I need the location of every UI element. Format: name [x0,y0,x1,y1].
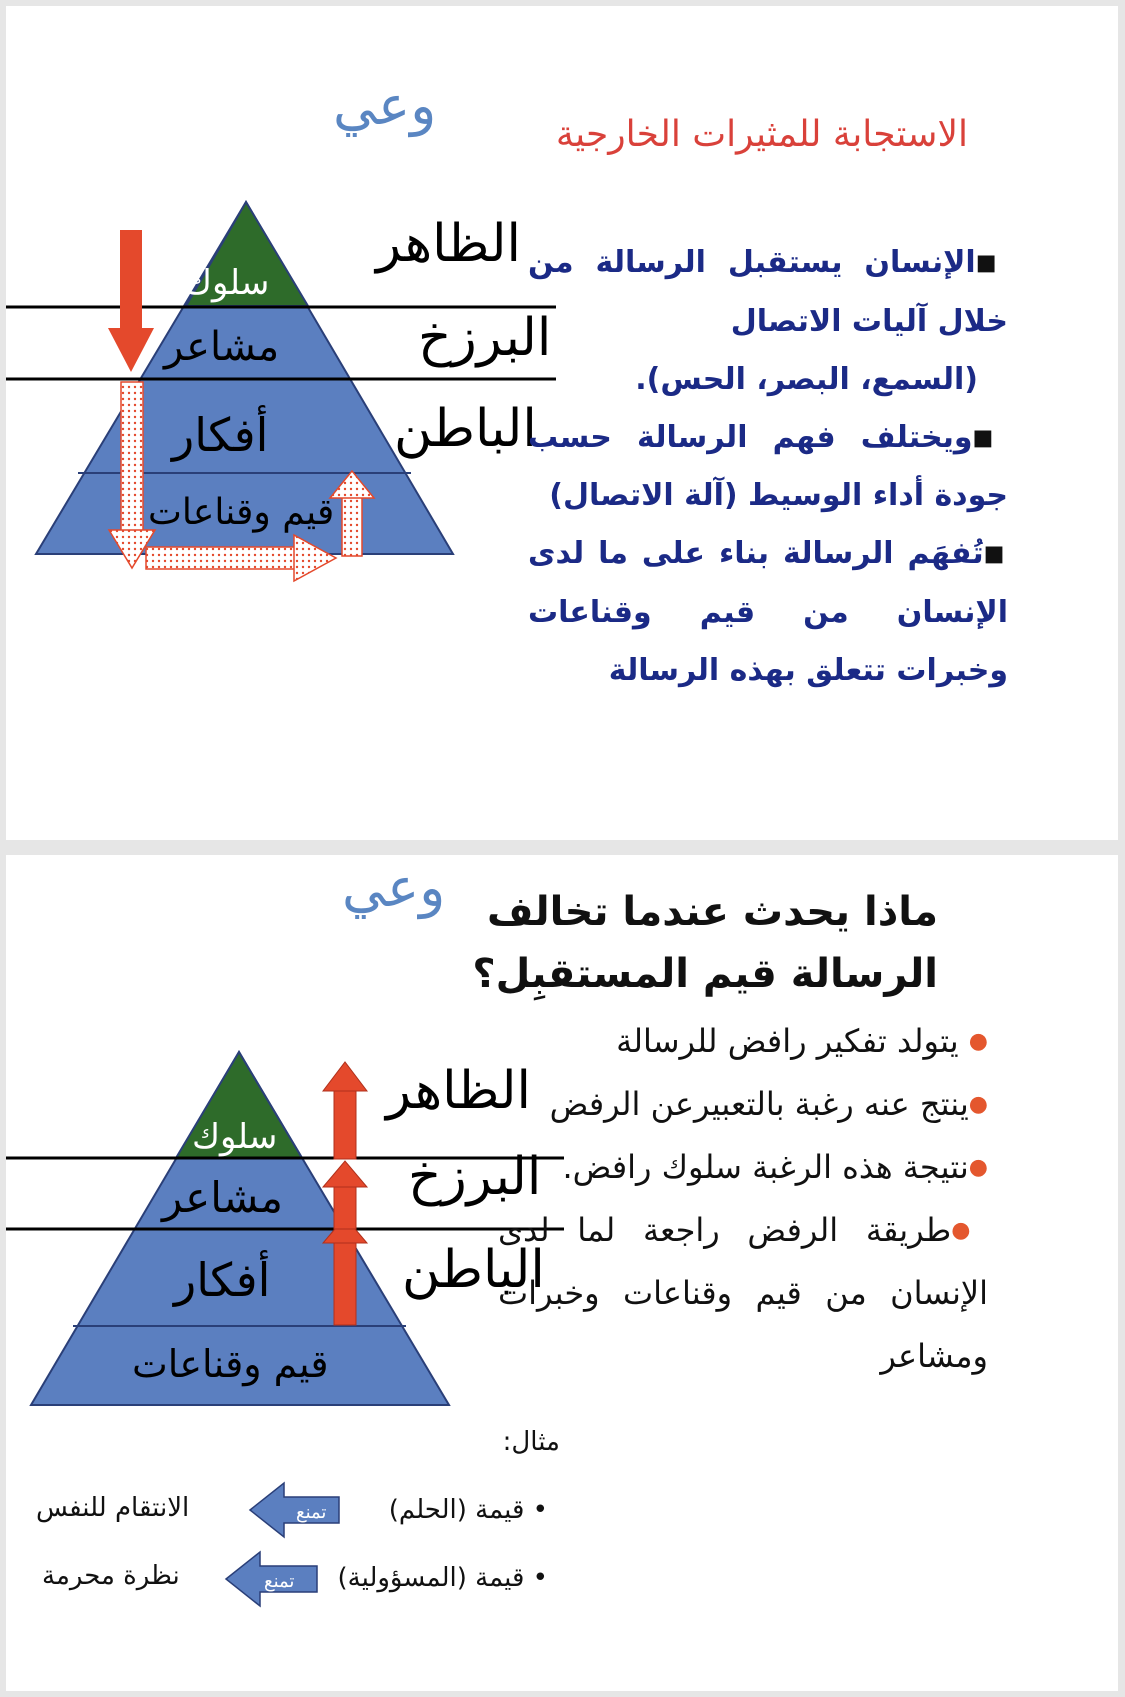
example-arrow-label-2: تمنع [264,1571,295,1592]
example-result-1: الانتقام للنفس [36,1493,190,1523]
level-isthmus-label: البرزخ [408,1147,542,1207]
pyramid-behavior-label: سلوك [192,1117,278,1157]
level-hidden-label: الباطن [402,1240,545,1300]
square-bullet-icon: ■ [972,425,1008,450]
list-item: ■الإنسان يستقبل الرسالة من خلال آليات الاتصال [528,245,1008,339]
wai-label: وعي [333,74,437,137]
list-item: ■تُفهَم الرسالة بناء على ما لدى الإنسان من قيم وقناعات وخبرات تتعلق بهذه الرسالة [528,536,1008,688]
pyramid-thoughts-label: أفكار [174,1253,271,1307]
slide-2 [6,855,1118,1691]
red-down-arrow [108,230,154,372]
slide-title: الاستجابة للمثيرات الخارجية [555,114,968,155]
pyramid-behavior-label: سلوك [184,263,270,303]
slide-1 [6,6,1118,840]
dot-bullet-icon: ● [968,1092,988,1117]
example-value-1: • قيمة (الحلم) [388,1495,548,1525]
list-item: ● يتولد تفكير رافض للرسالة [616,1022,988,1060]
list-item: ■ويختلف فهم الرسالة حسب جودة أداء الوسيط (آلة الاتصال) [528,419,1008,513]
list-item: ●طريقة الرفض راجعة لما لدى الإنسان من قيم وقناعات وخبرات ومشاعر [498,1211,989,1375]
bullet-list [498,1010,988,1388]
level-isthmus-label: البرزخ [418,308,552,368]
dot-bullet-icon: ● [968,1155,988,1180]
square-bullet-icon: ■ [975,250,1008,276]
dot-bullet-icon: ● [951,1218,989,1243]
list-item: ●ينتج عنه رغبة بالتعبيرعن الرفض [549,1085,988,1123]
pyramid-thoughts-label: أفكار [172,408,269,462]
level-hidden-label: الباطن [394,399,537,459]
example-value-2: • قيمة (المسؤولية) [337,1563,548,1593]
pyramid-values-label: قيم وقناعات [132,1342,329,1386]
level-visible-label: الظاهر [376,214,521,274]
example-label: مثال: [502,1427,560,1457]
list-item: (السمع، البصر، الحس). [635,361,978,397]
level-visible-label: الظاهر [386,1061,531,1121]
wai-label: وعي [342,856,446,919]
example-arrow-label-1: تمنع [296,1502,327,1523]
bullet-list [528,234,1008,700]
pyramid-feelings-label: مشاعر [164,324,280,370]
slide-title: ماذا يحدث عندما تخالف الرسالة قيم المستقبِل؟ [472,889,938,997]
list-item: ●نتيجة هذه الرغبة سلوك رافض. [562,1148,988,1186]
example-result-2: نظرة محرمة [42,1561,180,1591]
pyramid-values-label: قيم وقناعات [148,492,335,533]
dot-bullet-icon: ● [968,1029,988,1054]
square-bullet-icon: ■ [983,541,1008,567]
pyramid-feelings-label: مشاعر [162,1173,283,1222]
